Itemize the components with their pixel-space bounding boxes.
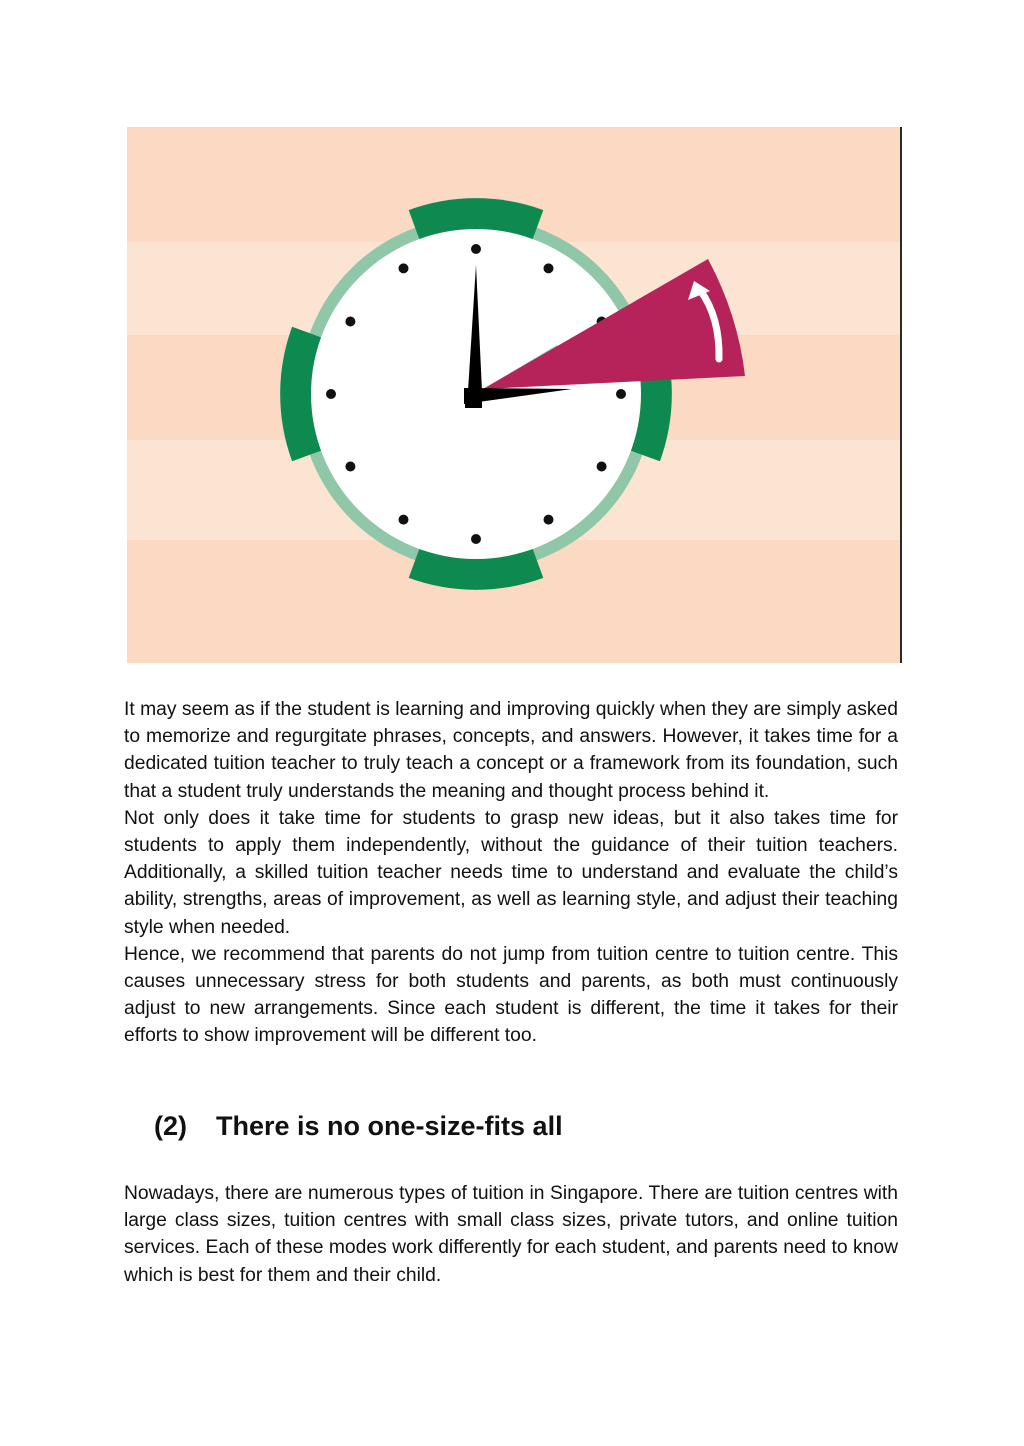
section-title: There is no one-size-fits all [216,1111,563,1141]
clock-illustration [127,127,902,663]
clock-center [465,388,482,408]
section-2-text [124,1180,898,1289]
section-1-text [124,696,898,1050]
section-number: (2) [154,1111,187,1141]
paragraph: Nowadays, there are numerous types of tuition in Singapore. There are tuition centres with large class sizes, tuition centres with small class sizes, private tutors, and online tuition services. Each of these modes work differently for each student, and parents need to know which is best for them and their child. [124,1183,898,1286]
paragraph: It may seem as if the student is learning and improving quickly when they are simply asked to memorize and regurgitate phrases, concepts, and answers. However, it takes time for a dedicated tuition teacher to truly teach a concept or a framework from its foundation, such that a student truly understands the meaning and thought process behind it. [124,699,898,802]
illustration-edge [900,127,902,663]
section-2-heading [154,1106,563,1146]
paragraph: Hence, we recommend that parents do not jump from tuition centre to tuition centre. This causes unnecessary stress for both students and parents, as both must continuously adjust to new arrangements. Since each student is different, the time it takes for their efforts to show improvement will be different too. [124,943,898,1047]
paragraph: Not only does it take time for students to grasp new ideas, but it also takes time for students to apply them independently, without the guidance of their tuition teachers. Additionally, a skilled tuition teacher needs time to understand and evaluate the child’s ability, strengths, areas of improvement, as well as learning style, and adjust their teaching style when needed. [124,807,898,938]
